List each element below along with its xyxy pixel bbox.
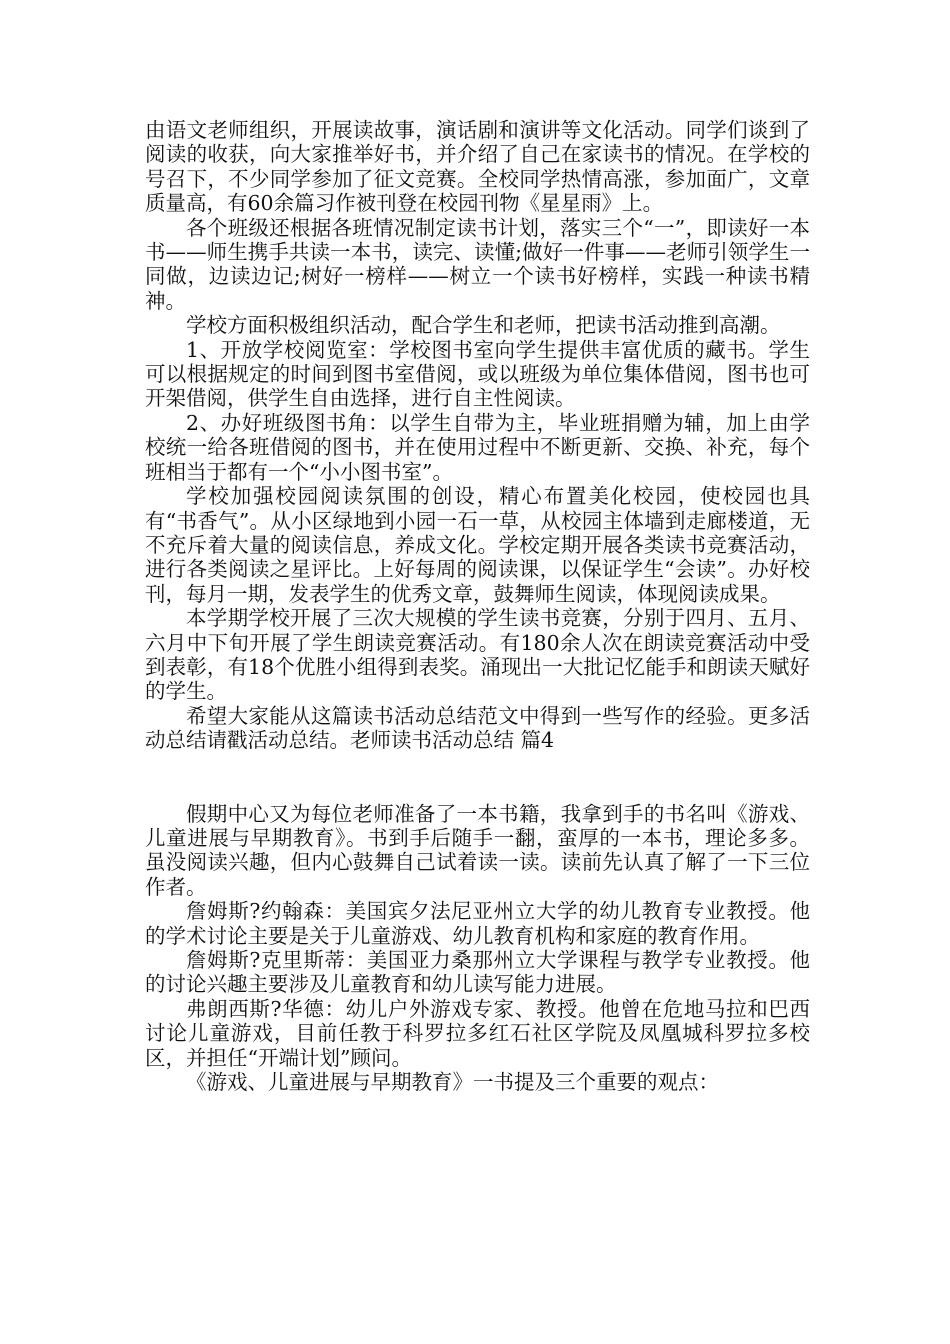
paragraph: 2、办好班级图书角：以学生自带为主，毕业班捐赠为辅，加上由学校统一给各班借阅的图书，并在使用过程中不断更新、交换、补充，每个班相当于都有一个“小小图书室”。 bbox=[145, 410, 810, 484]
document-body bbox=[145, 118, 810, 1094]
paragraph: 詹姆斯?约翰森：美国宾夕法尼亚州立大学的幼儿教育专业教授。他的学术讨论主要是关于儿童游戏、幼儿教育机构和家庭的教育作用。 bbox=[145, 899, 810, 948]
paragraph: 学校加强校园阅读氛围的创设，精心布置美化校园，使校园也具有“书香气”。从小区绿地到小园一石一草，从校园主体墙到走廊楼道，无不充斥着大量的阅读信息，养成文化。学校定期开展各类读书竞赛活动，进行各类阅读之星评比。上好每周的阅读课，以保证学生“会读”。办好校刊，每月一期，发表学生的优秀文章，鼓舞师生阅读，体现阅读成果。 bbox=[145, 484, 810, 606]
paragraph: 《游戏、儿童进展与早期教育》一书提及三个重要的观点： bbox=[186, 1070, 719, 1095]
paragraph: 假期中心又为每位老师准备了一本书籍，我拿到手的书名叫《游戏、儿童进展与早期教育》。书到手后随手一翻，蛮厚的一本书，理论多多。虽没阅读兴趣，但内心鼓舞自己试着读一读。读前先认真了解了一下三位作者。 bbox=[145, 801, 810, 899]
paragraph: 本学期学校开展了三次大规模的学生读书竞赛，分别于四月、五月、六月中下旬开展了学生朗读竞赛活动。有180余人次在朗读竞赛活动中受到表彰，有18个优胜小组得到表奖。涌现出一大批记忆能手和朗读天赋好的学生。 bbox=[145, 606, 810, 704]
paragraph: 詹姆斯?克里斯蒂：美国亚力桑那州立大学课程与教学专业教授。他的讨论兴趣主要涉及儿童教育和幼儿读写能力进展。 bbox=[145, 948, 810, 997]
paragraph: 各个班级还根据各班情况制定读书计划，落实三个“一”，即读好一本书——师生携手共读一本书，读完、读懂;做好一件事——老师引领学生一同做，边读边记;树好一榜样——树立一个读书好榜样，实践一种读书精神。 bbox=[145, 215, 810, 313]
paragraph: 1、开放学校阅览室：学校图书室向学生提供丰富优质的藏书。学生可以根据规定的时间到图书室借阅，或以班级为单位集体借阅，图书也可开架借阅，供学生自由选择，进行自主性阅读。 bbox=[145, 337, 810, 411]
paragraph: 学校方面积极组织活动，配合学生和老师，把读书活动推到高潮。 bbox=[186, 313, 781, 338]
paragraph: 由语文老师组织，开展读故事，演话剧和演讲等文化活动。同学们谈到了阅读的收获，向大家推举好书，并介绍了自己在家读书的情况。在学校的号召下，不少同学参加了征文竞赛。全校同学热情高涨，参加面广，文章质量高，有60余篇习作被刊登在校园刊物《星星雨》上。 bbox=[145, 118, 810, 216]
paragraph: 希望大家能从这篇读书活动总结范文中得到一些写作的经验。更多活动总结请戳活动总结。老师读书活动总结 篇4 bbox=[145, 703, 810, 753]
paragraph: 弗朗西斯?华德：幼儿户外游戏专家、教授。他曾在危地马拉和巴西讨论儿童游戏，目前任教于科罗拉多红石社区学院及凤凰城科罗拉多校区，并担任“开端计划”顾问。 bbox=[145, 996, 810, 1070]
section-spacer bbox=[145, 753, 810, 802]
